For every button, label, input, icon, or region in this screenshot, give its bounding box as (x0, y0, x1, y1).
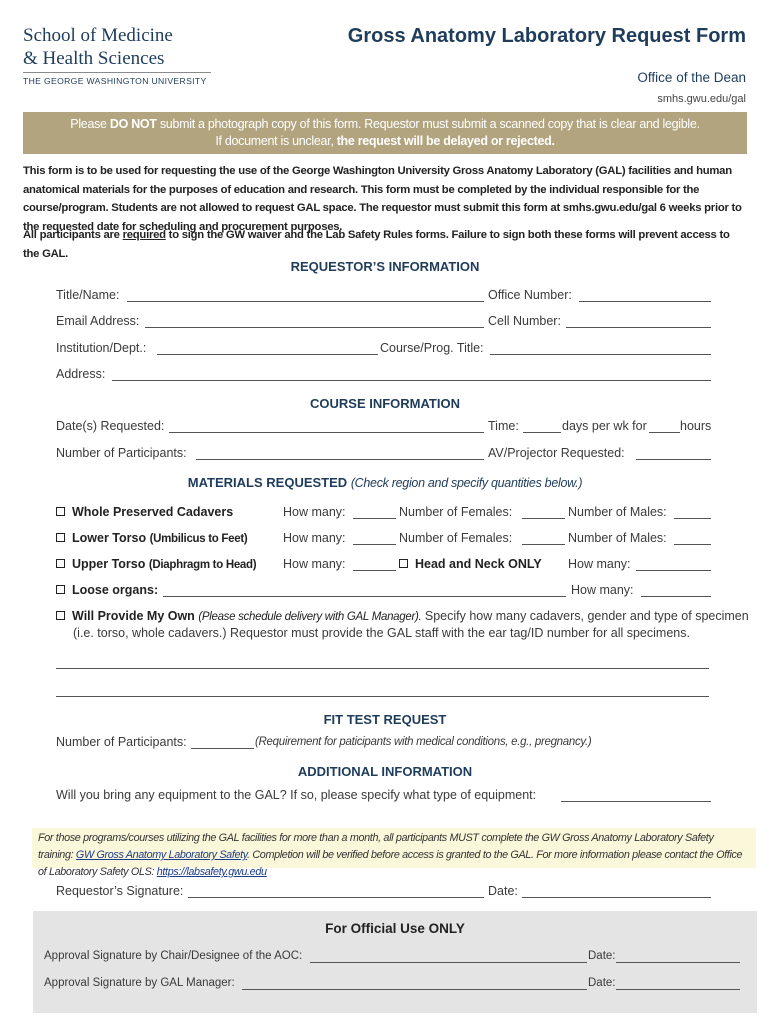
chair-date-field[interactable] (616, 962, 740, 963)
lower-males-field[interactable] (674, 544, 711, 545)
provide-own-note: (Please schedule delivery with GAL Manager). (198, 611, 422, 623)
chair-date-label: Date: (588, 950, 616, 962)
notice-banner (23, 112, 747, 154)
lower-females-field[interactable] (522, 544, 565, 545)
course-heading: COURSE INFORMATION (310, 396, 460, 411)
equipment-question: Will you bring any equipment to the GAL? If so, please specify what type of equipment: (56, 788, 537, 802)
loose-organs-label: Loose organs: (72, 583, 159, 597)
university-name: THE GEORGE WASHINGTON UNIVERSITY (23, 76, 207, 86)
notice-do-not: DO NOT (109, 117, 157, 131)
chair-approval-field[interactable] (310, 962, 587, 963)
manager-date-field[interactable] (616, 989, 740, 990)
hours-field[interactable] (649, 432, 680, 433)
how-many-label: How many: (283, 531, 346, 545)
how-many-label: How many: (571, 583, 634, 597)
official-use-heading: For Official Use ONLY (325, 921, 465, 936)
females-label: Number of Females: (399, 505, 513, 519)
provide-own-instructions: Specify how many cadavers, gender and type of specimen (421, 609, 749, 623)
fit-test-heading: FIT TEST REQUEST (323, 712, 447, 727)
fit-test-note: (Requirement for paticipants with medical conditions, e.g., pregnancy.) (255, 736, 592, 748)
manager-date-label: Date: (588, 977, 616, 989)
days-field[interactable] (523, 432, 561, 433)
signature-date-label: Date: (488, 884, 518, 898)
title-name-field[interactable] (127, 301, 484, 302)
fit-test-participants-field[interactable] (191, 748, 254, 749)
dates-label: Date(s) Requested: (56, 419, 165, 433)
notice-warning: the request will be delayed or rejected. (336, 134, 555, 148)
manager-approval-label: Approval Signature by GAL Manager: (44, 977, 235, 989)
materials-heading-note: (Check region and specify quantities below.) (350, 476, 583, 490)
lower-how-many-field[interactable] (353, 544, 396, 545)
provide-own-checkbox[interactable] (56, 611, 65, 620)
provide-own-field-2[interactable] (56, 696, 709, 697)
signature-date-field[interactable] (522, 897, 711, 898)
cell-number-label: Cell Number: (488, 314, 561, 328)
upper-torso-option[interactable] (56, 557, 256, 571)
loose-organs-checkbox[interactable] (56, 585, 65, 594)
notice-text: Please (70, 117, 110, 131)
av-label: AV/Projector Requested: (488, 446, 625, 460)
time-label: Time: (488, 419, 519, 433)
materials-heading (0, 475, 770, 490)
how-many-label: How many: (568, 557, 631, 571)
head-neck-checkbox[interactable] (399, 559, 408, 568)
additional-heading: ADDITIONAL INFORMATION (297, 764, 473, 779)
head-neck-label: Head and Neck ONLY (415, 557, 542, 571)
equipment-field[interactable] (561, 801, 711, 802)
provide-own-instructions-2: (i.e. torso, whole cadavers.) Requestor must provide the GAL staff with the ear tag/ID number for all specimens. (73, 626, 690, 640)
school-logo (23, 24, 173, 70)
upper-torso-checkbox[interactable] (56, 559, 65, 568)
loose-organs-option[interactable] (56, 583, 158, 597)
website: smhs.gwu.edu/gal (657, 93, 746, 105)
head-neck-how-many-field[interactable] (636, 570, 711, 571)
how-many-label: How many: (283, 557, 346, 571)
waiver-required: required (122, 229, 166, 241)
course-prog-field[interactable] (490, 354, 711, 355)
head-neck-option[interactable] (399, 557, 542, 571)
manager-approval-field[interactable] (242, 989, 587, 990)
address-field[interactable] (112, 380, 711, 381)
whole-cadavers-option[interactable] (56, 505, 233, 519)
requestor-signature-field[interactable] (188, 897, 484, 898)
whole-cadavers-checkbox[interactable] (56, 507, 65, 516)
hours-label: hours (680, 419, 712, 433)
email-field[interactable] (145, 327, 484, 328)
office-number-field[interactable] (579, 301, 711, 302)
waiver-notice (23, 226, 748, 263)
how-many-label: How many: (283, 505, 346, 519)
notice-line1: submit a photograph copy of this form. Requestor must submit a scanned copy that is clear and legible. (156, 117, 700, 131)
lower-torso-label: Lower Torso (72, 531, 147, 545)
lower-torso-option[interactable] (56, 531, 247, 545)
school-name-line2: & Health Sciences (23, 48, 165, 69)
cell-number-field[interactable] (566, 327, 711, 328)
loose-organs-field[interactable] (163, 596, 566, 597)
course-prog-label: Course/Prog. Title: (380, 341, 484, 355)
fit-test-participants-label: Number of Participants: (56, 735, 187, 749)
requestor-heading: REQUESTOR’S INFORMATION (290, 259, 480, 274)
school-name-line1: School of Medicine (23, 25, 173, 46)
males-label: Number of Males: (568, 505, 667, 519)
logo-divider (23, 72, 211, 73)
office-name: Office of the Dean (637, 70, 746, 85)
participants-label: Number of Participants: (56, 446, 187, 460)
upper-torso-detail: (Diaphragm to Head) (148, 559, 257, 571)
notice-line2: If document is unclear, (215, 134, 337, 148)
whole-females-field[interactable] (522, 518, 565, 519)
provide-own-label: Will Provide My Own (72, 609, 195, 623)
materials-heading-text: MATERIALS REQUESTED (187, 475, 348, 490)
institution-label: Institution/Dept.: (56, 341, 147, 355)
form-title: Gross Anatomy Laboratory Request Form (347, 25, 746, 47)
safety-note-text: For those programs/courses utilizing the GAL facilities for more than a month, all participants MUST complete the GW Gross Anatomy Laboratory Safety training: (38, 832, 714, 861)
dates-field[interactable] (169, 432, 484, 433)
females-label: Number of Females: (399, 531, 513, 545)
av-field[interactable] (636, 459, 711, 460)
participants-field[interactable] (196, 459, 484, 460)
safety-training-link[interactable]: GW Gross Anatomy Laboratory Safety (75, 849, 248, 861)
address-label: Address: (56, 367, 106, 381)
safety-note-text-2: . Completion will be verified before access is granted to the GAL. For more information please contact the Office of Laboratory Safety OLS: (38, 849, 743, 878)
whole-cadavers-label: Whole Preserved Cadavers (72, 505, 234, 519)
title-name-label: Title/Name: (56, 288, 120, 302)
whole-how-many-field[interactable] (353, 518, 396, 519)
upper-how-many-field[interactable] (353, 570, 396, 571)
provide-own-option[interactable] (56, 609, 749, 623)
lab-safety-link[interactable]: https://labsafety.gwu.edu (156, 866, 267, 878)
upper-torso-label: Upper Torso (72, 557, 146, 571)
safety-training-note (32, 828, 756, 878)
loose-how-many-field[interactable] (641, 596, 711, 597)
males-label: Number of Males: (568, 531, 667, 545)
whole-males-field[interactable] (674, 518, 711, 519)
email-label: Email Address: (56, 314, 140, 328)
provide-own-field-1[interactable] (56, 668, 709, 669)
intro-paragraph: This form is to be used for requesting the use of the George Washington University Gross Anatomy Laboratory (GAL) facilities and human anatomical materials for the purposes of education and research. This form must be completed by the individual responsible for the course/program. Students are not allowed to request GAL space. The requestor must submit this form at smhs.gwu.edu/gal 6 weeks prior to the requested date for scheduling and procurement purposes. (23, 165, 742, 233)
lower-torso-checkbox[interactable] (56, 533, 65, 542)
waiver-text: All participants are (23, 229, 123, 241)
waiver-text-end: to sign the GW waiver and the Lab Safety Rules forms. Failure to sign both these forms will prevent access to the GAL. (23, 229, 730, 260)
institution-field[interactable] (157, 354, 378, 355)
chair-approval-label: Approval Signature by Chair/Designee of the AOC: (44, 950, 303, 962)
lower-torso-detail: (Umbilicus to Feet) (149, 533, 248, 545)
requestor-signature-label: Requestor’s Signature: (56, 884, 184, 898)
office-number-label: Office Number: (488, 288, 572, 302)
days-per-week-label: days per wk for (562, 419, 647, 433)
